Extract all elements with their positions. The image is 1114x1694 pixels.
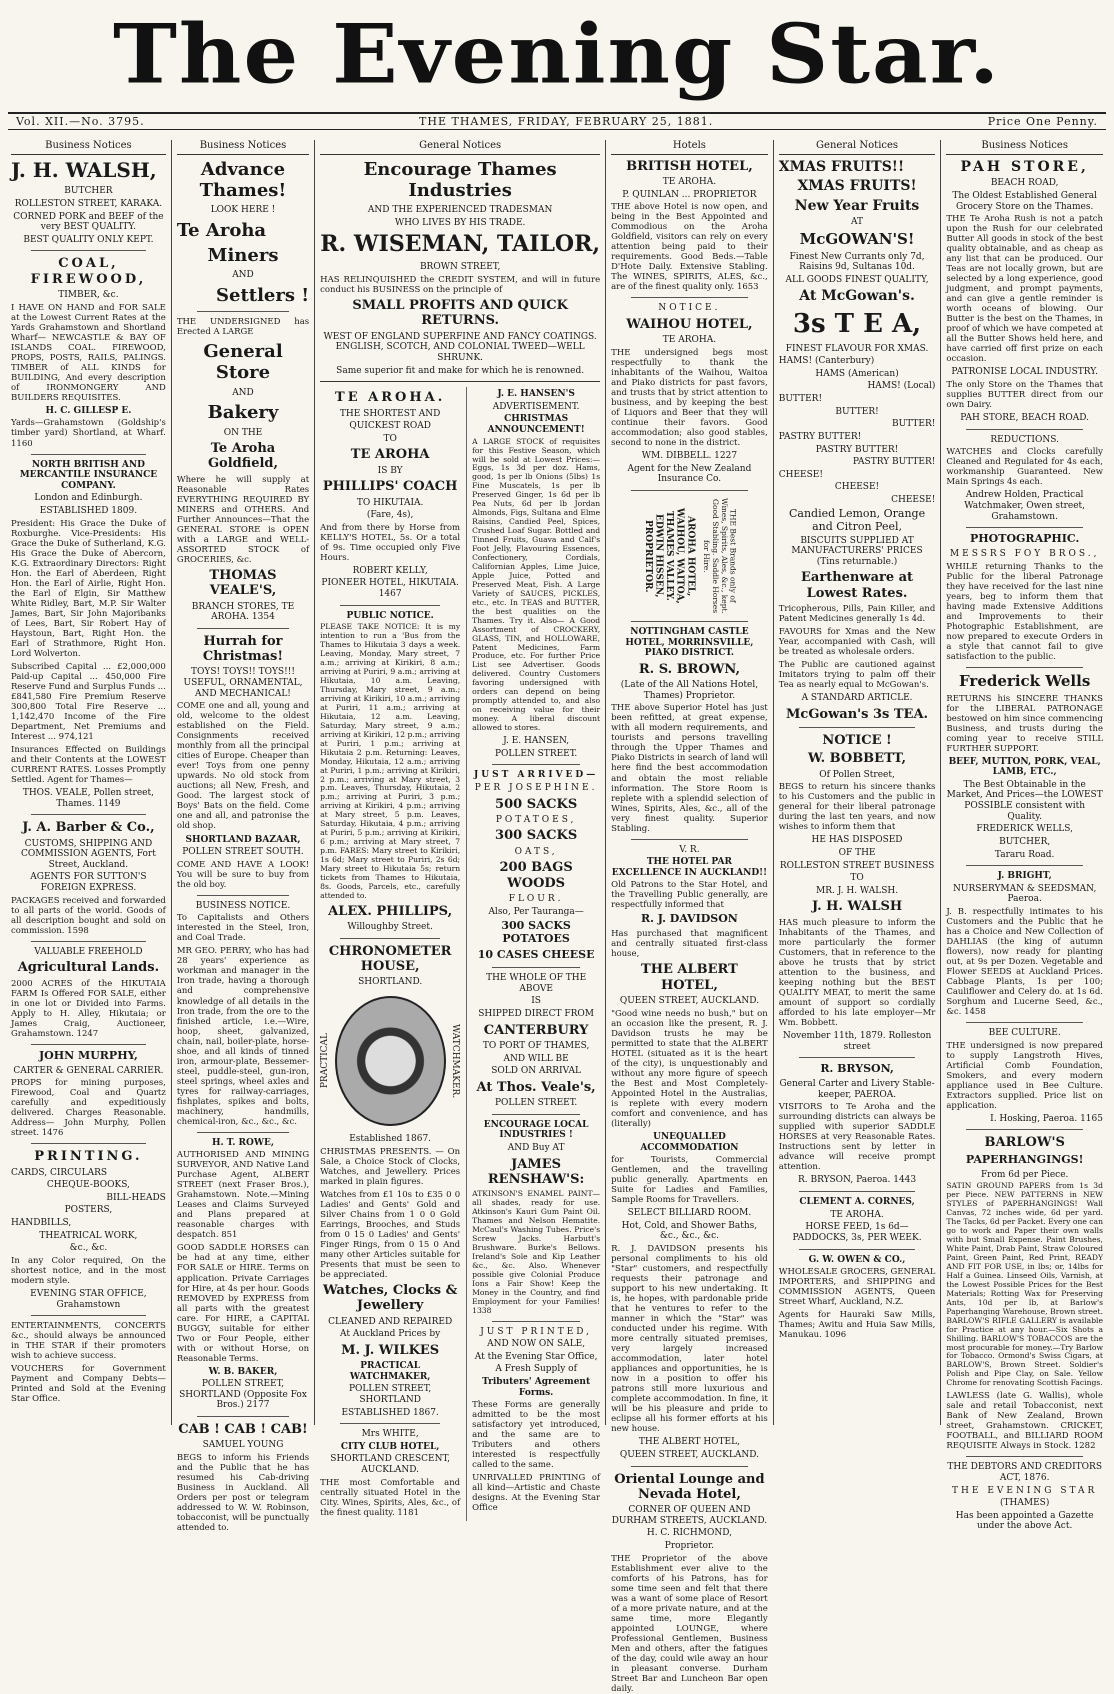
- per-josephine: PER JOSEPHINE.: [474, 782, 598, 793]
- bryson-trade: General Carter and Livery Stable-keeper, PAEROA.: [779, 1079, 935, 1100]
- wilkes-name: M. J. WILKES: [341, 1342, 440, 1358]
- murphy-body: PROPS for mining purposes, Firewood, Coal and Quartz carefully and expeditiously delivered. Charges Reasonable. Address— John Murphy, Pollen street. 1476: [11, 1078, 166, 1139]
- market: The Best Obtainable in the Market, And Prices—the LOWEST POSSIBLE consistent with Quality.: [946, 779, 1103, 822]
- arr-10: 10 CASES CHEESE: [477, 948, 595, 962]
- encourage-local: ENCOURAGE LOCAL INDUSTRIES !: [483, 1119, 589, 1141]
- arr-300: 300 SACKS: [495, 828, 578, 844]
- nb-capital: Subscribed Capital ... £2,000,000 Paid-up Capital ... 450,000 Fire Reserve Fund and Surplus Funds ... £841,580 Fire Premium Reserve 300,800 Total Fire Reserve ... 1,142,470 Income of the Fire Department, Net Premiums and Interest ... 974,121: [11, 661, 166, 742]
- gazette: Has been appointed a Gazette under the above Act.: [955, 1510, 1094, 1532]
- thames: (THAMES): [1000, 1498, 1050, 1509]
- mcgowans: McGOWAN'S!: [799, 229, 915, 248]
- jh-walsh: J. H. WALSH: [811, 899, 903, 915]
- aroha-hotel-vertical-body: THE Best Brands only of Wines, Spirits, Ales, &c., kept. Good Stabling. Saddle Horses for Hire.: [702, 498, 738, 614]
- settlers: Settlers !: [216, 284, 310, 306]
- bazaar-tail: COME AND HAVE A LOOK! You will be sure to buy from the old boy.: [176, 859, 310, 890]
- port: TO PORT OF THAMES,: [482, 1040, 590, 1051]
- waihou-hotel: WAIHOU HOTEL,: [626, 317, 753, 333]
- tradesman: AND THE EXPERIENCED TRADESMAN: [367, 205, 553, 216]
- mr-walsh: MR. J. H. WALSH.: [816, 885, 899, 896]
- oriental-lounge: Oriental Lounge and Nevada Hotel,: [614, 1471, 765, 1502]
- cab-heading: CAB ! CAB ! CAB!: [178, 1422, 308, 1438]
- richmond: H. C. RICHMOND,: [646, 1528, 732, 1539]
- british-location: TE AROHA.: [662, 177, 717, 188]
- public-notice: PUBLIC NOTICE.: [346, 610, 434, 621]
- city-address: SHORTLAND CRESCENT, AUCKLAND.: [330, 1454, 450, 1475]
- masthead: [0, 0, 1114, 110]
- waihou-agent: Agent for the New Zealand Insurance Co.: [627, 463, 752, 485]
- renshaw-body: ATKINSON'S ENAMEL PAINT—all shades, ready for use. Atkinson's Kauri Gum Paint Oil. Thames and Nelson Hematite. McCaul's Washing Tubes. Price's Screw Jacks. Harbutt's Brushware. Burke's Bellows. Ireland's Sole and Kip Leather &c., &c. Also. Whenever possible give Colonial Produce Ions a Fair Show! Keep the Money in the Country, and find Employment for your Families! 1338: [472, 1189, 601, 1315]
- arr-flour: FLOUR.: [508, 894, 564, 905]
- and: AND: [232, 387, 254, 398]
- cheese-1: CHEESE!: [778, 469, 823, 480]
- tea: 3s T E A,: [792, 308, 922, 339]
- new-year-fruits: New Year Fruits: [794, 197, 920, 214]
- bright-trade: NURSERYMAN & SEEDSMAN, Paeroa.: [953, 883, 1097, 905]
- hansen-adv: ADVERTISEMENT.: [492, 401, 580, 412]
- wells-body: RETURNS his SINCERE THANKS for the LIBERAL PATRONAGE bestowed on him since commencing Business, and trusts during the coming year to receive STILL FURTHER SUPPORT.: [946, 693, 1103, 754]
- print-line: CHEQUE-BOOKS,: [46, 1180, 130, 1191]
- patronise: PATRONISE LOCAL INDUSTRY.: [951, 367, 1098, 378]
- arr-300b: 300 SACKS POTATOES: [501, 919, 571, 946]
- of-the: OF THE: [838, 848, 876, 859]
- arr-also: Also, Per Tauranga—: [488, 906, 584, 917]
- print-line: CARDS, CIRCULARS: [11, 1167, 108, 1178]
- newspaper-title: The Evening Star.: [112, 6, 1002, 103]
- beach-road: BEACH ROAD,: [990, 178, 1059, 189]
- print-line: HANDBILLS,: [11, 1218, 72, 1229]
- veale-name: THOMAS VEALE'S,: [209, 567, 277, 599]
- veale-address: BRANCH STORES, TE AROHA. 1354: [191, 601, 295, 623]
- coal-heading: COAL, FIREWOOD,: [30, 256, 147, 287]
- albert-address: QUEEN STREET, AUCKLAND.: [619, 996, 759, 1007]
- oldest: The Oldest Established General Grocery Store on the Thames.: [952, 190, 1097, 212]
- established: Established 1867.: [349, 1134, 432, 1145]
- candied: Candied Lemon, Orange and Citron Peel,: [789, 506, 926, 533]
- davidson: R. J. DAVIDSON: [640, 912, 738, 926]
- par-excellence: THE HOTEL PAR EXCELLENCE IN AUCKLAND!!: [611, 857, 768, 878]
- rowe-body: AUTHORISED AND MINING SURVEYOR, AND Native Land Purchase Agent, ALBERT STREET (next Fraser Bros.), Grahamstown. Note.—Mining Leases and Claims Surveyed and Plans prepared at reasonable charges with despatch. 851: [176, 1150, 310, 1241]
- cornes-location: TE AROHA.: [830, 1209, 884, 1220]
- nottingham: NOTTINGHAM CASTLE HOTEL, MORRINSVILLE, PIAKO DISTRICT.: [625, 627, 754, 659]
- xmas-fruits-1: XMAS FRUITS!!: [778, 158, 905, 175]
- fw2: FREDERICK WELLS,: [976, 824, 1073, 835]
- british-body: THE above Hotel is now open, and being in the Best Appointed and Commodious on the Aroha Goldfield, visitors can rely on every attention being paid to their requirements. Good Beds.—Table D'Hote Daily. Extensive Stabling. The WINES, SPIRITS, ALES, &c., are of the finest quality only. 1653: [611, 202, 768, 293]
- star-office: At the Evening Star Office,: [474, 1351, 598, 1362]
- reductions: REDUCTIONS.: [990, 434, 1059, 445]
- nb-heading: NORTH BRITISH AND MERCANTILE INSURANCE COMPANY.: [19, 459, 158, 491]
- coal-body: I HAVE ON HAND and FOR SALE at the Lowest Current Rates at the Yards Grahamstown and Shortland Wharf— NEWCASTLE & BAY OF ISLANDS COAL. FIREWOOD, PROPS, POSTS, RAILS, PALINGS. TIMBER of ALL KINDS for BUILDING, And every description of IRONMONGERY AND BUILDERS REQUISITES.: [11, 302, 166, 403]
- store-body: Where he will supply at Reasonable Rates EVERYTHING REQUIRED BY MINERS and OTHERS. And Further Announces—That the GENERAL STORE is OPEN with a LARGE and WELL-ASSORTED STOCK of GROCERIES, &c.: [176, 474, 310, 565]
- patronise-body: The only Store on the Thames that supplies BUTTER direct from our own Dairy.: [946, 379, 1103, 411]
- waihou-name: WM. DIBBELL. 1227: [641, 451, 738, 462]
- bobbett-street: Of Pollen Street,: [819, 769, 895, 780]
- pah-store-2: PAH STORE, BEACH ROAD.: [960, 413, 1090, 424]
- hosking: I. Hosking, Paeroa. 1165: [990, 1113, 1103, 1124]
- subcolumn-left: [320, 387, 460, 1520]
- toys-body: COME one and all, young and old, welcome to the oldest established on the Field. Consignments received monthly from all the principal cities of Europe. Cheaper than ever! Toys from one penny upwards. No old stock from auctions; all New, Fresh, and Good. The largest stock of Boys' Bats on the field. Come one and all, and patronise the old shop.: [176, 701, 310, 832]
- will-be: AND WILL BE: [503, 1053, 569, 1064]
- patent: Tricopherous, Pills, Pain Killer, and Patent Medicines generally 1s 4d.: [778, 604, 936, 625]
- richmond-prop: Proprietor.: [664, 1541, 715, 1552]
- watchmaker-label: WATCHMAKER.: [450, 1023, 461, 1099]
- walsh-line: CORNED PORK and BEEF of the very BEST QUALITY.: [13, 211, 164, 233]
- just-printed: JUST PRINTED,: [480, 1326, 593, 1337]
- aroha-body: And from there by Horse from KELLY'S HOTEL, 5s. Or a total of 9s. Time occupied only Five Hours.: [320, 522, 461, 563]
- column-4: [606, 140, 774, 1694]
- waihou-location: TE AROHA.: [662, 335, 717, 346]
- aroha-hotel-vertical: AROHA HOTEL, WAIHOU, WAITOA, THAMES VALLEY. EDWIN HISSEN, PROPRIETOR.: [642, 508, 696, 604]
- pastry-2: PASTRY BUTTER!: [815, 444, 899, 455]
- column-header: Business Notices: [11, 140, 166, 155]
- printing-heading: PRINTING.: [34, 1149, 143, 1165]
- mrs-white: Mrs WHITE,: [361, 1429, 419, 1440]
- arr-oats: OATS,: [514, 846, 558, 857]
- notice: NOTICE.: [658, 303, 721, 314]
- hams-3: HAMS! (Local): [867, 381, 936, 392]
- unequalled-body: for Tourists, Commercial Gentlemen, and the travelling public generally. Apartments en Suite for Ladies and Families, Sample Rooms for Travellers.: [611, 1155, 768, 1206]
- issue-date: THE THAMES, FRIDAY, FEBRUARY 25, 1881.: [419, 115, 714, 128]
- favours: FAVOURS for Xmas and the New Year, accompanied with Cash, will be treated as wholesale orders.: [778, 627, 936, 658]
- owen: G. W. OWEN & CO.,: [808, 1254, 906, 1265]
- butter-1: BUTTER!: [778, 394, 823, 405]
- te-aroha: Te Aroha: [176, 219, 267, 241]
- bryson-body: VISITORS to Te Aroha and the surrounding districts can always be supplied with superior SADDLE HORSES at very Reasonable Rates. Instructions sent by letter in advance will receive prompt attention.: [778, 1102, 936, 1173]
- print-body: In any Color required, On the shortest notice, and in the most modern style.: [11, 1255, 166, 1286]
- coal-name: H. C. GILLESP E.: [45, 405, 132, 416]
- young-name: SAMUEL YOUNG: [202, 1440, 284, 1451]
- coal-subheading: TIMBER, &c.: [58, 290, 119, 301]
- paperhangings: PAPERHANGINGS!: [965, 1152, 1084, 1166]
- column-header: Business Notices: [177, 140, 309, 155]
- print-line: BILL-HEADS: [106, 1192, 166, 1203]
- watches-list: Watches from £1 10s to £35 0 0 Ladies' and Gents' Gold and Silver Chains from 1 0 0 Gold Earrings, Brooches, and Studs from 0 15 0 Ladies' and Gents' Finger Rings, from 0 15 0 And many other Articles suitable for Presents that must be seen to be appreciated.: [320, 1189, 461, 1280]
- phillips-address: Willoughby Street.: [347, 922, 433, 933]
- established-2: ESTABLISHED 1867.: [341, 1407, 439, 1418]
- te-aroha: TE AROHA: [350, 447, 430, 463]
- business-notice-body: To Capitalists and Others interested in the Steel, Iron, and Coal Trade.: [176, 913, 310, 944]
- pah-body: THE Te Aroha Rush is not a patch upon the Rush for our celebrated Butter All goods in stock of the best quality obtainable, and as cheap as any list that can be produced. Our Teas are not locally grown, but are selected by a long experience, good judgment, and prompt payments, and can give a gentle reminder is worth oceans of blowing. Our Butter is the best on the Thames, in proof of which we have competed at all the Butter Shows held here, and have carried off first prize on each occasion.: [946, 214, 1103, 365]
- bryson: R. BRYSON,: [820, 1062, 894, 1076]
- chronometer-heading: CHRONOMETER HOUSE,: [328, 943, 452, 975]
- who-lives: WHO LIVES BY HIS TRADE.: [394, 217, 526, 228]
- bright-body: J. B. respectfully intimates to his Customers and the Public that he has a Choice and New Collection of DAHLIAS (the king of autumn flowers), now ready for planting out, at 9s per Dozen. Vegetable and Flower SEEDS at Auckland Prices. Cabbage Plants, 1s per 100; Cauliflower and Celery do. at 1s 6d. Sorghum and Lucerne Seed, &c., &c. 1458: [946, 906, 1103, 1018]
- unrivalled: UNRIVALLED PRINTING of all kind—Artistic and Chaste designs. At the Evening Star Office: [472, 1473, 601, 1514]
- wiseman-name: R. WISEMAN, TAILOR,: [320, 231, 601, 258]
- at-veale: At Thos. Veale's,: [476, 1079, 596, 1095]
- lawless: LAWLESS (late G. Wallis), whole sale and retail Tobacconist, next Bank of New Zealand, Brown street, Grahamstown. CRICKET, FOOTBALL, and BILLIARD ROOM REQUISITE Always in Stock. 1282: [946, 1391, 1103, 1452]
- forms-body: These Forms are generally admitted to be the most satisfactory yet introduced, and the same are to Tributers and others interested is respectfully called to the same.: [472, 1400, 601, 1471]
- brown-name: R. S. BROWN,: [638, 661, 740, 677]
- walsh-date: November 11th, 1879. Rolleston street: [782, 1030, 932, 1052]
- butcher: BUTCHER,: [999, 836, 1051, 847]
- young-body: BEGS to inform his Friends and the Public that he has resumed his Cab-driving Business in Auckland. All Orders per post or telegram addressed to W. W. Robinson, tobacconist, will be punctually attended to.: [176, 1453, 310, 1534]
- column-header: Business Notices: [946, 140, 1103, 155]
- column-3: [315, 140, 606, 1518]
- bee-body: THE undersigned is now prepared to supply Langstroth Hives, Artificial Comb Foundation, Smokers, and every modern appliance used in Bee Culture. Extractors supplied. Price list on application.: [946, 1040, 1103, 1111]
- bazaar-name: SHORTLAND BAZAAR,: [185, 834, 301, 845]
- baker-name: W. B. BAKER,: [208, 1366, 278, 1377]
- city-club: CITY CLUB HOTEL,: [340, 1441, 440, 1452]
- oriental-corner: CORNER OF QUEEN AND DURHAM STREETS, AUCKLAND.: [611, 1505, 768, 1526]
- pastry-3: PASTRY BUTTER!: [852, 457, 936, 468]
- unequalled: UNEQUALLED ACCOMMODATION: [640, 1131, 739, 1153]
- albert-address-2: QUEEN STREET, AUCKLAND.: [619, 1449, 759, 1460]
- arr-potatoes: POTATOES,: [495, 814, 577, 825]
- frederick-wells: Frederick Wells: [959, 671, 1091, 690]
- fare: (Fare, 4s),: [366, 510, 414, 521]
- land-heading: VALUABLE FREEHOLD: [34, 946, 143, 957]
- hikutaia: TO HIKUTAIA.: [356, 497, 424, 508]
- practical-watchmaker: PRACTICAL WATCHMAKER,: [349, 1361, 431, 1382]
- earthenware: Earthenware at Lowest Rates.: [801, 570, 914, 601]
- walsh-trade: BUTCHER: [64, 186, 113, 197]
- sold: SOLD ON ARRIVAL: [491, 1066, 581, 1077]
- nottingham-body: THE above Superior Hotel has just been refitted, at great expense, with all modern requirements, and tourists and persons travelling through the Upper Thames and Piako Districts in search of land will here find the best accommodation and obtain the most reliable information. The Store Room is replete with a splendid selection of Wines, Spirits, Ales, &c., all of the very finest quality. Superior Stabling.: [611, 703, 768, 834]
- coatings: WEST OF ENGLAND SUPERFINE AND FANCY COATINGS. ENGLISH, SCOTCH, AND COLONIAL TWEED—WELL SHRUNK.: [323, 331, 597, 363]
- davidson-body: Has purchased that magnificent and centrally situated first-class house,: [611, 929, 768, 960]
- print-line: THEATRICAL WORK,: [39, 1230, 138, 1241]
- nb-established: ESTABLISHED 1809.: [39, 505, 138, 516]
- baths: Hot, Cold, and Shower Baths, &c., &c., &c.: [621, 1220, 758, 1242]
- advance-heading: Advance Thames!: [199, 158, 287, 202]
- land-body: 2000 ACRES of the HIKUTAIA FARM Is Offered FOR SALE, either in one lot or Divided into Farms. Apply to H. Alley, Hikutaia; or James Craig, Auctioneer, Grahamstown. 1247: [11, 978, 166, 1039]
- debtors-act: THE DEBTORS AND CREDITORS ACT, 1876.: [947, 1462, 1102, 1483]
- arr-500: 500 SACKS: [495, 796, 578, 812]
- walsh-address: ROLLESTON STREET, KARAKA.: [14, 199, 163, 209]
- at: AT: [851, 217, 864, 228]
- tributers: Tributers' Agreement Forms.: [482, 1376, 591, 1398]
- volume-number: Vol. XII.—No. 3795.: [16, 115, 145, 128]
- standard: A STANDARD ARTICLE.: [801, 693, 913, 704]
- barlow-body: SATIN GROUND PAPERS from 1s 3d per Piece. NEW PATTERNS in NEW STYLES of PAPERHANGINGS! Wall Canvas, 72 inches wide, 6d per yard. The Tacks, 6d per Packet. Every one can go to work and Paper their own walls with but Small Expense. Paint Brushes, White Paint, Drab Paint, Straw Coloured Paint, Green Paint, Red Print, READY AND FIT FOR USE, in lbs; or, 14lbs for Half a Guinea. Linseed Oils, Varnish, at the Lowest Possible Prices for the Best Materials; Rotting Wax for Preserving Ants, 10d per lb, at Barlow's Paperhanging Warehouse, Brown street. BARLOW'S RIFLE GALLERY is available for Practice at any hour.—Six Shots a Shilling. BARLOW'S TOBACCOS are the most procurable for money.—Try Barlow for Tobacco. Ormond's Swiss Cigars, at BARLOW'S, Brown Street. Soldier's Polish and Pipe Clay, on Sale. Yellow Chrome for renovating Scottish Facings.: [946, 1181, 1103, 1388]
- bee-culture: BEE CULTURE.: [988, 1028, 1061, 1039]
- whole: THE WHOLE OF THE ABOVE: [486, 973, 587, 994]
- foy-body: WHILE returning Thanks to the Public for the liberal Patronage they have received for the last nine years, beg to inform them that having made Extensive Additions and Improvements to their Photographic Establishment, are now prepared to execute Orders in a style that cannot fail to give satisfaction to the public.: [946, 561, 1103, 662]
- public-notice-body: PLEASE TAKE NOTICE: It is my intention to run a 'Bus from the Thames to Hikutaia 3 days a week. Leaving, Monday, Mary street, 7 a.m.; arriving at Kirikiri, 8 a.m.; arriving at Puriri, 9 a.m.; arriving at Hikutaia, 10 a.m. Leaving, Thursday, Mary street, 9 a.m.; arriving at Kirikiri, 10 a.m.; arriving at Puriri, 11 a.m.; arriving at Hikutaia, 12 a.m. Leaving, Saturday, Mary street, 9 a.m.; arriving at Kirikiri, 12 p.m.; arriving at Puriri, 1 p.m.; arriving at Hikutaia 2 p.m. Returning: Leaves, Monday, Hikutaia, 12 a.m.; arriving at Puriri, 1 p.m.; arriving at Kirikiri, 2 p.m.; arriving at Mary street, 3 p.m. Leaves, Thursday, Hikutaia, 2 p.m.; arriving at Puriri, 3 p.m.; arriving at Kirikiri, 4 p.m.; arriving at Mary street, 5 p.m. Leaves, Saturday, Hikutaia, 4 p.m.; arriving at Puriri, 5 p.m.; arriving at Kirikiri, 6 p.m.; arriving at Mary street, 7 p.m. FARES: Mary street to Kirikiri, 1s 6d; Mary street to Puriri, 2s 6d; Mary street to Hikutaia 5s; return tickets from Thames to Hikutaia, 8s. Goods, Parcels, etc., carefully attended to.: [320, 622, 461, 900]
- xmas-fruits-2: XMAS FRUITS!: [797, 178, 917, 195]
- city-body: THE most Comfortable and centrally situated Hotel in the City. Wines, Spirits, Ales, &c., of the finest quality. 1181: [320, 1477, 461, 1518]
- baker-body: GOOD SADDLE HORSES can be had at any time, either FOR SALE or HIRE. Terms on application. Private Carriages for Hire, at 4s per hour. Goods REMOVED by EXPRESS from all parts with the greatest care. For HIRE, a CAPITAL BUGGY, suitable for either Two or Four People, either with or without Horse, on Reasonable Terms.: [176, 1243, 310, 1364]
- has-disposed: HE HAS DISPOSED: [811, 835, 903, 846]
- phillips-coach: PHILLIPS' COACH: [322, 479, 458, 495]
- nb-tail: Insurances Effected on Buildings and their Contents at the LOWEST CURRENT RATES. Losses Promptly Settled. Agent for Thames—: [11, 744, 166, 785]
- hansen-address: POLLEN STREET.: [494, 748, 578, 759]
- pollen-street: POLLEN STREET, SHORTLAND: [348, 1384, 432, 1405]
- baker-address: POLLEN STREET, SHORTLAND (Opposite Fox Bros.) 2177: [179, 1379, 307, 1411]
- brown-street: BROWN STREET,: [419, 262, 501, 273]
- business-notice: BUSINESS NOTICE.: [195, 900, 291, 911]
- quickest: QUICKEST ROAD: [349, 421, 431, 432]
- murphy-name: JOHN MURPHY,: [38, 1048, 138, 1062]
- aroha-heading: TE AROHA.: [335, 390, 446, 406]
- walsh-name: J. H. WALSH,: [11, 157, 157, 182]
- beef: BEEF, MUTTON, PORK, VEAL, LAMB, ETC.,: [948, 756, 1101, 778]
- barber-agents: AGENTS FOR SUTTON'S FOREIGN EXPRESS.: [30, 872, 147, 893]
- kelly-name: ROBERT KELLY,: [352, 565, 428, 576]
- tararu: Tararu Road.: [994, 849, 1055, 860]
- practical-label: PRACTICAL: [320, 1033, 331, 1089]
- chronometer-address: SHORTLAND.: [358, 977, 423, 988]
- print-line: &c., &c.: [69, 1243, 108, 1254]
- renshaw: JAMES RENSHAW'S:: [487, 1156, 585, 1187]
- wiseman-has: HAS RELINQUISHED the CREDIT SYSTEM, and will in future conduct his BUSINESS on the principle of: [320, 275, 601, 296]
- pioneer-hotel: PIONEER HOTEL, HIKUTAIA. 1467: [321, 578, 459, 600]
- at-mcgowans: At McGowan's.: [799, 288, 915, 305]
- cleaned: CLEANED AND REPAIRED: [328, 1316, 453, 1327]
- is-by: IS BY: [377, 465, 403, 476]
- issue-price: Price One Penny.: [987, 115, 1098, 128]
- barber-heading: J. A. Barber & Co.,: [22, 820, 155, 836]
- hams-2: HAMS (American): [815, 368, 899, 379]
- xmas-presents: CHRISTMAS PRESENTS. — On Sale, a Choice Stock of Clocks, Watches, and Jewellery. Prices marked in plain figures.: [320, 1146, 461, 1187]
- notice: NOTICE !: [822, 733, 892, 749]
- biscuits: BISCUITS SUPPLIED AT MANUFACTURERS' PRICES (Tins returnable.): [791, 535, 923, 567]
- bryson-name: R. BRYSON, Paeroa. 1443: [797, 1175, 917, 1186]
- vr: V. R.: [679, 844, 700, 855]
- finest-flavour: FINEST FLAVOUR FOR XMAS.: [785, 343, 929, 354]
- hansen-xmas: CHRISTMAS ANNOUNCEMENT!: [487, 414, 585, 435]
- pastry-1: PASTRY BUTTER!: [778, 431, 862, 442]
- bakery: Bakery: [207, 402, 279, 424]
- mcgowans-tea: McGowan's 3s TEA.: [786, 706, 929, 722]
- british-hotel: BRITISH HOTEL,: [626, 158, 753, 174]
- entertainments-notice: ENTERTAINMENTS, CONCERTS &c., should always be announced in THE STAR if their promoters wish to achieve success.: [11, 1321, 166, 1362]
- hurrah-heading: Hurrah for Christmas!: [202, 633, 284, 665]
- bobbett: W. BOBBETT,: [808, 751, 907, 767]
- wcj-heading: Watches, Clocks & Jewellery: [322, 1282, 458, 1314]
- arr-200: 200 BAGS WOODS: [499, 860, 573, 891]
- nb-body: President: His Grace the Duke of Roxburghe. Vice-Presidents: His Grace the Duke of Sutherland, K.G. His Grace the Duke of Abercorn, K.G. Extraordinary Directors: Right Hon. the Earl of Aberdeen, Right Hon. the Earl of Airlie, Right Hon. the Earl of Elgin, Sir Matthew White Ridley, Bart, M.P. Sir Walter James, Bart, Sir John Majoribanks of Lees, Bart, Sir Robert Hay of Haystoun, Bart, Right Hon. the Earl of Strathmore, Right Hon. Lord Wolverton.: [11, 518, 166, 659]
- columns: [6, 140, 1108, 1694]
- on-the: ON THE: [223, 427, 263, 438]
- albert-hotel-2: THE ALBERT HOTEL,: [638, 1437, 740, 1448]
- toys-line: TOYS! TOYS!! TOYS!!! USEFUL, ORNAMENTAL, AND MECHANICAL!: [183, 667, 303, 699]
- just-arrived: JUST ARRIVED—: [473, 770, 599, 781]
- column-1: [6, 140, 172, 1425]
- oriental-body: THE Proprietor of the above Establishment ever alive to the comforts of his Patrons, has for some time seen and felt that there was a want of some place of Resort of a more private nature, and at the same time, more Elegantly appointed LOUNGE, where Professional Gentlemen, Business Men and others, after the fatigues of the day, could wile away an hour in pleasant converse. Durham Street Bar and Luncheon Bar open daily.: [611, 1553, 768, 1694]
- subcolumn-right: [466, 387, 600, 1520]
- print-line: POSTERS,: [64, 1205, 113, 1216]
- butter-3: BUTTER!: [892, 419, 936, 430]
- holden: Andrew Holden, Practical Watchmaker, Owen street, Grahamstown.: [964, 490, 1086, 522]
- shipped: SHIPPED DIRECT FROM: [478, 1008, 595, 1019]
- bazaar-address: POLLEN STREET SOUTH.: [182, 847, 304, 858]
- hansen-heading: J. E. HANSEN'S: [497, 389, 575, 400]
- bobbett-body: BEGS to return his sincere thanks to his Customers and the public in general for their liberal patronage during the last ten years, and now wishes to inform them that: [778, 782, 936, 833]
- rowe-name: H. T. ROWE,: [211, 1137, 274, 1148]
- rolleston: ROLLESTON STREET BUSINESS: [779, 860, 935, 871]
- undersigned: THE UNDERSIGNED has Erected A LARGE: [176, 317, 310, 338]
- phillips-name: ALEX. PHILLIPS,: [328, 903, 453, 919]
- veale-street: POLLEN STREET.: [494, 1098, 578, 1109]
- owen-body: WHOLESALE GROCERS, GENERAL IMPORTERS, and SHIPPING and COMMISSION AGENTS, Queen Street Wharf, Auckland, N.Z.: [778, 1267, 936, 1308]
- print-office: EVENING STAR OFFICE, Grahamstown: [30, 1288, 147, 1310]
- pah-store: PAH STORE,: [960, 158, 1089, 175]
- albert-hotel: THE ALBERT HOTEL,: [641, 962, 738, 993]
- same-fit: Same superior fit and make for which he is renowned.: [336, 365, 585, 376]
- buy-at: AND Buy AT: [507, 1142, 565, 1153]
- photographic: PHOTOGRAPHIC.: [970, 532, 1080, 546]
- butter-2: BUTTER!: [835, 406, 879, 417]
- walsh-best: BEST QUALITY ONLY KEPT.: [23, 234, 154, 245]
- cheese-2: CHEESE!: [834, 482, 880, 493]
- and: AND: [232, 270, 254, 281]
- clock-icon: [335, 996, 446, 1126]
- canterbury: CANTERBURY: [483, 1022, 589, 1038]
- nb-agent: THOS. VEALE, Pollen street, Thames. 1149: [22, 787, 154, 809]
- look-here: LOOK HERE !: [210, 205, 276, 216]
- davidson-body-2: R. J. DAVIDSON presents his personal compliments to his old "Star" customers, and respectfully requests their patronage and support to his new undertaking. It is, he hopes, with pardonable pride that he ventures to refer to the manner in which the "Star" was conducted under his regime. With more centrally situated premises, very largely increased accommodation, later hotel appliances and opportunities, he is now in a position to offer his patrons still more luxurious and complete accommodation. In fine, it will be his pleasure and pride to eclipse all his former efforts at his new house.: [611, 1244, 768, 1435]
- column-5: [774, 140, 942, 1425]
- cornes: CLEMENT A. CORNES,: [799, 1197, 915, 1208]
- par-body: Old Patrons to the Star Hotel, and the Travelling Public generally, are respectfully informed that: [611, 880, 768, 911]
- barber-body: CUSTOMS, SHIPPING AND COMMISSION AGENTS, Fort Street, Auckland.: [20, 838, 156, 870]
- brown-late: (Late of the All Nations Hotel, Thames) Proprietor.: [620, 680, 759, 701]
- fresh-supply: A Fresh Supply of: [495, 1364, 577, 1375]
- auckland-prices: At Auckland Prices by: [340, 1329, 441, 1340]
- column-6: [941, 140, 1108, 1532]
- column-header: General Notices: [779, 140, 936, 155]
- coal-yards: Yards—Grahamstown (Goldship's timber yard) Shortland, at Wharf. 1160: [11, 418, 166, 449]
- miners: Miners: [207, 245, 279, 267]
- is: IS: [531, 996, 541, 1007]
- column-2: [172, 140, 315, 1534]
- hansen-body: A LARGE STOCK of requisites for this Festive Season, which will be sold at Lowest Prices:— Eggs, 1s 3d per doz. Hams, good, 1s per lb Onions (5lbs) 1s Fine Muscatels, 1s per lb Preserved Ginger, 1s 6d per lb Pea Nuts, 6d per lb Jordan Almonds, Figs, Sultana and Elme Raisins, Candied Peel, Spices, Crushed Loaf Sugar. Bottled and Tinned Fruits, Guava and Calf's Foot Jelly, Flavouring Essences, Confectionery, Cordials, Californian Apples, Lime Juice, Apple Juice, Potted and Preserved Meat, Fish. A Large Variety of SAUCES, PICKLES, etc., etc. In TEAS and BUTTER, the best qualities on the Thames. Try it. Also— A Good Assortment of CROCKERY, GLASS, TIN, and HOLLOWARE, Patent Medicines, Farm Produce, etc. For further Price List see Advertiser. Goods delivered. Country Customers favoring undersigned with orders can depend on being promptly attended to, and also on receiving value for their money. A liberal discount allowed to stores.: [472, 436, 601, 733]
- encourage-heading: Encourage Thames Industries: [363, 158, 557, 202]
- albert-body: "Good wine needs no bush," but on an occasion like the present, R. J. Davidson trusts he may be permitted to state that the ALBERT HOTEL (situated as it is the heart of the city), is unquestionably and without any more figure of speech the Best and Most Completely-Appointed Hotel in the Australias, is replete with every modern comfort and convenience, and has (literally): [611, 1008, 768, 1129]
- land-subheading: Agricultural Lands.: [17, 960, 160, 976]
- waihou-body: THE undersigned begs most respectfully to thank the inhabitants of the Waihou, Waitoa and Piako districts for past favors, and trusts that by strict attention to business, and by keeping the best of Liquors and Beer that they will continue their favors. Good accommodation; also good stables, second to none in the district.: [611, 348, 768, 449]
- caution: The Public are cautioned against Imitators trying to palm off their Tea as nearly equal to McGowan's.: [778, 660, 936, 691]
- cheese-3: CHEESE!: [891, 494, 936, 505]
- hansen-name: J. E. HANSEN,: [503, 736, 570, 747]
- perry-body: MR GEO. PERRY, who has had 28 years' experience as workman and manager in the Iron trade, having a thorough and comprehensive knowledge of all details in the Iron trade, from the ore to the finished article, i.e.—Wire, hoop, sheet, galvanized, chain, nail, boiler-plate, horse-shoe, and all kinds of tinned iron, armour-plate, Bessemer-steel, puddle-steel, gun-iron, steel springs, wheel axles and tyres for railway-carriages, fishplates, spikes and bolts, machinery, handmills, chemical-iron, &c., &c., &c.: [176, 946, 310, 1127]
- now-on-sale: AND NOW ON SALE,: [487, 1339, 586, 1350]
- billiard: SELECT BILLIARD ROOM.: [627, 1208, 752, 1219]
- to: TO: [383, 433, 397, 444]
- barlow: BARLOW'S: [984, 1135, 1065, 1151]
- barber-tail: PACKAGES received and forwarded to all parts of the world. Goods of all description bought and sold on commission. 1598: [11, 895, 166, 936]
- column-header: General Notices: [320, 140, 600, 155]
- foy-bros: MESSRS FOY BROS.,: [949, 549, 1100, 560]
- general-store: General Store: [203, 341, 283, 384]
- column-header: Hotels: [611, 140, 768, 155]
- reductions-body: WATCHES and Clocks carefully Cleaned and Regulated for 4s each, workmanship Guaranteed. New Main Springs 4s each.: [946, 447, 1103, 488]
- owen-agents: Agents for Hauraki Saw Mills, Thames; Awitu and Huia Saw Mills, Manukau. 1096: [778, 1310, 936, 1341]
- vouchers-notice: VOUCHERS for Government Payment and Company Debts—Printed and Sold at the Evening Star Office.: [11, 1364, 166, 1405]
- hams-1: HAMS! (Canterbury): [778, 356, 875, 367]
- all-goods: ALL GOODS FINEST QUALITY,: [785, 274, 929, 285]
- bright: J. BRIGHT,: [997, 871, 1052, 882]
- shortest: THE SHORTEST AND: [339, 408, 441, 419]
- small-profits: SMALL PROFITS AND QUICK RETURNS.: [352, 298, 568, 329]
- currants: Finest New Currants only 7d, Raisins 9d, Sultanas 10d.: [789, 251, 925, 273]
- cornes-body: HORSE FEED, 1s 6d—PADDOCKS, 3s, PER WEEK.: [792, 1222, 922, 1243]
- from-price: From 6d per Piece.: [980, 1169, 1069, 1180]
- goldfield: Te Aroha Goldfield,: [207, 441, 279, 472]
- evening-star: THE EVENING STAR: [952, 1485, 1098, 1496]
- dateline: [8, 112, 1106, 130]
- walsh-body: HAS much pleasure to inform the Inhabitants of the Thames, and more particularly the former Customers, that in reference to the above he trusts that by strict attention to the business, and keeping nothing but the BEST QUALITY MEAT, to merit the same amount of support so cordially afforded to his late employer—Mr Wm. Bobbett.: [778, 917, 936, 1028]
- to: TO: [850, 873, 864, 884]
- british-proprietor: P. QUINLAN ... PROPRIETOR: [622, 189, 757, 200]
- nb-city: London and Edinburgh.: [34, 493, 143, 504]
- murphy-trade: CARTER & GENERAL CARRIER.: [13, 1065, 164, 1076]
